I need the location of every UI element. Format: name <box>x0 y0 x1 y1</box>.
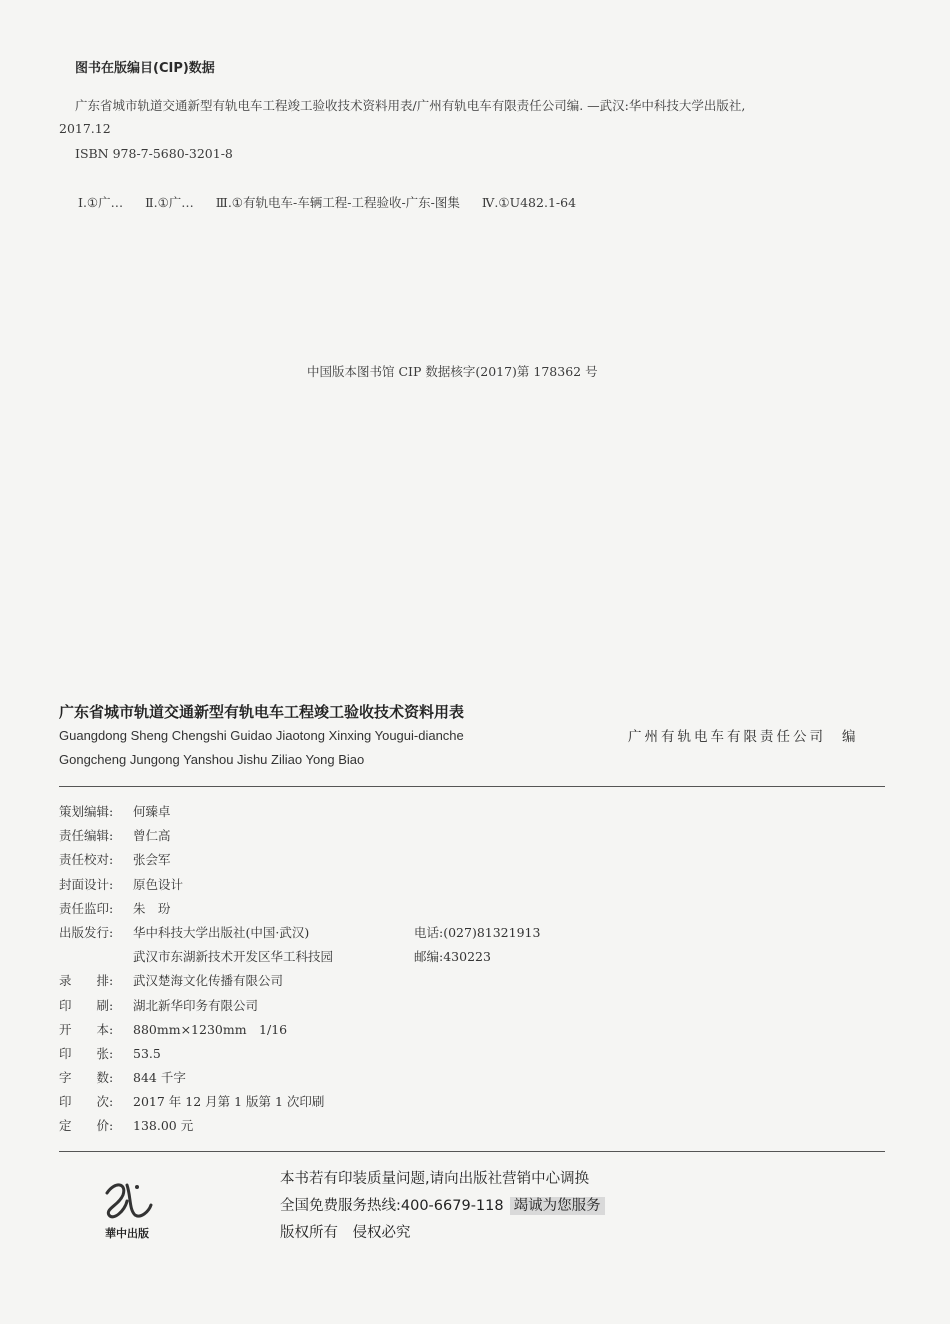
credit-row <box>59 1042 333 1066</box>
cip-classification <box>78 193 594 211</box>
credit-row <box>59 873 333 897</box>
publisher-logo-text: 華中出版 <box>105 1227 149 1240</box>
credit-value: 138.00 元 <box>133 1118 194 1134</box>
credit-row <box>59 945 491 969</box>
publisher-logo-icon <box>97 1175 157 1245</box>
credit-row <box>59 897 333 921</box>
book-title-pinyin-line-1: Guangdong Sheng Chengshi Guidao Jiaotong Xinxing Yougui-dianche <box>59 728 464 743</box>
book-title-pinyin-line-2: Gongcheng Jungong Yanshou Jishu Ziliao Yong Biao <box>59 752 365 767</box>
credit-row <box>59 824 333 848</box>
credit-label: 印 刷: <box>59 997 114 1013</box>
cip-class-1: Ⅰ.①广… <box>78 195 124 210</box>
cip-isbn: ISBN 978-7-5680-3201-8 <box>75 146 233 161</box>
credit-value: 2017 年 12 月第 1 版第 1 次印刷 <box>133 1094 325 1110</box>
cip-entry-line-1: 广东省城市轨道交通新型有轨电车工程竣工验收技术资料用表/广州有轨电车有限责任公司编. —武汉:华中科技大学出版社, <box>75 98 746 113</box>
credit-row <box>59 1090 333 1114</box>
credit-label: 封面设计: <box>59 876 114 892</box>
credit-label: 定 价: <box>59 1118 114 1134</box>
credit-row <box>59 921 541 945</box>
credit-label: 字 数: <box>59 1070 114 1086</box>
credit-value: 张会军 <box>133 852 171 868</box>
book-editor <box>628 725 859 745</box>
divider-top <box>59 786 885 787</box>
credit-label: 责任编辑: <box>59 828 114 844</box>
cip-class-3: Ⅲ.①有轨电车-车辆工程-工程验收-广东-图集 <box>215 195 460 210</box>
credit-value: 湖北新华印务有限公司 <box>133 997 259 1013</box>
credit-value: 曾仁高 <box>133 828 171 844</box>
credit-contact: 电话:(027)81321913 <box>414 924 541 940</box>
credit-row <box>59 1066 333 1090</box>
credit-row <box>59 848 333 872</box>
book-title-chinese: 广东省城市轨道交通新型有轨电车工程竣工验收技术资料用表 <box>59 703 465 721</box>
credit-value: 原色设计 <box>133 876 184 892</box>
notice-hotline-row <box>280 1193 605 1220</box>
credits-list <box>59 800 541 1139</box>
credit-value: 华中科技大学出版社(中国·武汉) <box>133 924 310 940</box>
editor-role: 编 <box>842 729 859 745</box>
editor-name: 广州有轨电车有限责任公司 <box>628 729 826 745</box>
credit-value: 53.5 <box>133 1045 161 1061</box>
credit-value: 844 千字 <box>133 1070 186 1086</box>
credit-row <box>59 1114 333 1138</box>
divider-bottom <box>59 1151 885 1152</box>
notice-copyright: 版权所有 侵权必究 <box>280 1225 411 1241</box>
credit-value: 880mm×1230mm 1/16 <box>133 1021 288 1037</box>
credit-value: 武汉楚海文化传播有限公司 <box>133 973 284 989</box>
credit-label: 策划编辑: <box>59 804 114 819</box>
credit-label: 录 排: <box>59 973 114 989</box>
credit-value: 朱 玢 <box>133 900 171 916</box>
credit-label: 印 次: <box>59 1094 114 1110</box>
credit-label: 印 张: <box>59 1045 114 1061</box>
credit-label: 出版发行: <box>59 924 114 940</box>
cip-record-number: 中国版本图书馆 CIP 数据核字(2017)第 178362 号 <box>307 364 598 379</box>
credit-value: 何臻卓 <box>133 804 171 819</box>
notice-highlight: 竭诚为您服务 <box>510 1197 605 1215</box>
credit-label: 责任校对: <box>59 852 114 868</box>
cip-class-4: Ⅳ.①U482.1-64 <box>481 195 577 210</box>
credit-label: 开 本: <box>59 1021 114 1037</box>
credit-row <box>59 994 333 1018</box>
cip-class-2: Ⅱ.①广… <box>145 195 194 210</box>
notice-quality: 本书若有印装质量问题,请向出版社营销中心调换 <box>280 1171 590 1187</box>
credit-row <box>59 800 333 824</box>
credit-contact: 邮编:430223 <box>414 949 491 965</box>
notice-hotline: 全国免费服务热线:400-6679-118 <box>280 1198 504 1214</box>
service-notice <box>280 1166 605 1247</box>
credit-label: 责任监印: <box>59 900 114 916</box>
cip-entry-line-2: 2017.12 <box>59 121 111 136</box>
cip-heading: 图书在版编目(CIP)数据 <box>75 61 215 76</box>
credit-value: 武汉市东湖新技术开发区华工科技园 <box>133 949 334 965</box>
credit-row <box>59 969 333 993</box>
credit-row <box>59 1018 333 1042</box>
